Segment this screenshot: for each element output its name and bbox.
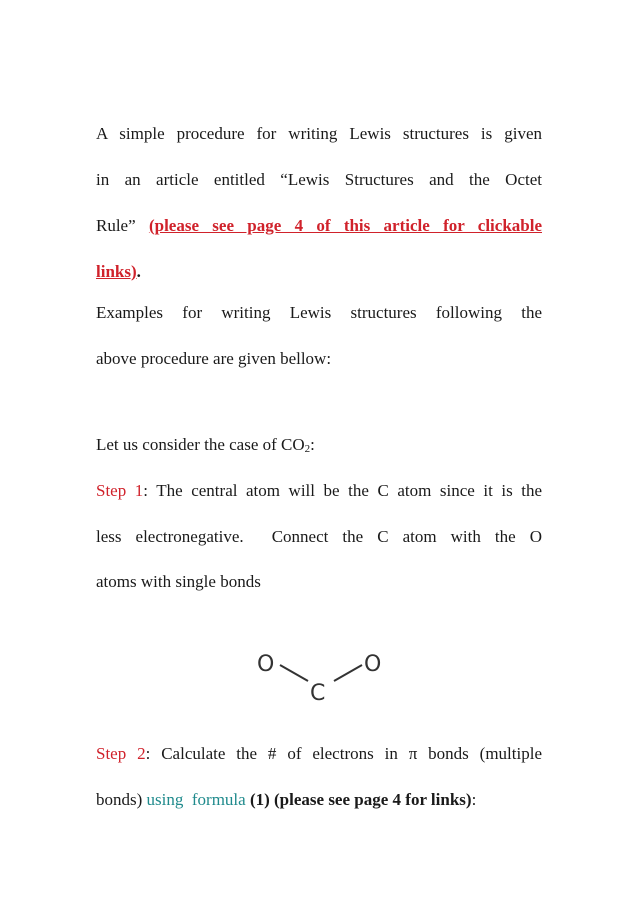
- paragraph1-line3-text: Rule”: [96, 216, 136, 235]
- period: .: [136, 262, 141, 281]
- intro-line: [96, 434, 542, 456]
- step1-line1-text: : The central atom will be the C atom since it is the: [143, 481, 542, 500]
- clickable-links-link-end[interactable]: links): [96, 262, 137, 281]
- paragraph1-line1: A simple procedure for writing Lewis structures is given: [96, 124, 542, 143]
- paragraph1-line3: [96, 215, 542, 237]
- step2-line2: [96, 789, 542, 811]
- intro-colon: :: [310, 435, 315, 454]
- atom-right-o: O: [364, 652, 382, 677]
- bond-right: [334, 665, 362, 681]
- co2-subscript: 2: [304, 443, 311, 455]
- intro-text: Let us consider the case of CO: [96, 435, 305, 454]
- clickable-links-link[interactable]: (please see page 4 of this article for clickable: [148, 216, 542, 235]
- paragraph2-line2: above procedure are given bellow:: [96, 349, 332, 368]
- step1-line1: [96, 480, 542, 502]
- paragraph2-line1: Examples for writing Lewis structures following the: [96, 303, 542, 322]
- step2-colon: :: [471, 790, 477, 809]
- step2-line1-text: : Calculate the # of electrons in π bonds (multiple: [145, 744, 542, 763]
- atom-center-c: C: [310, 681, 326, 706]
- using-link[interactable]: using: [146, 790, 184, 809]
- formula-reference: (1) (please see page 4 for links): [249, 790, 472, 809]
- step1-line3: atoms with single bonds: [96, 572, 261, 591]
- step1-label: Step 1: [96, 481, 144, 500]
- formula-link[interactable]: formula: [191, 790, 246, 809]
- step2-line1: [96, 743, 542, 765]
- paragraph1-line2: in an article entitled “Lewis Structures and the Octet: [96, 170, 542, 189]
- step2-label: Step 2: [96, 744, 146, 763]
- paragraph1-line4: [96, 261, 542, 283]
- atom-left-o: O: [257, 652, 275, 677]
- co2-skeleton-diagram: [250, 645, 390, 707]
- step1-line2: less electronegative. Connect the C atom with the O: [96, 527, 542, 546]
- step2-line2-text: bonds): [96, 790, 143, 809]
- bond-left: [280, 665, 308, 681]
